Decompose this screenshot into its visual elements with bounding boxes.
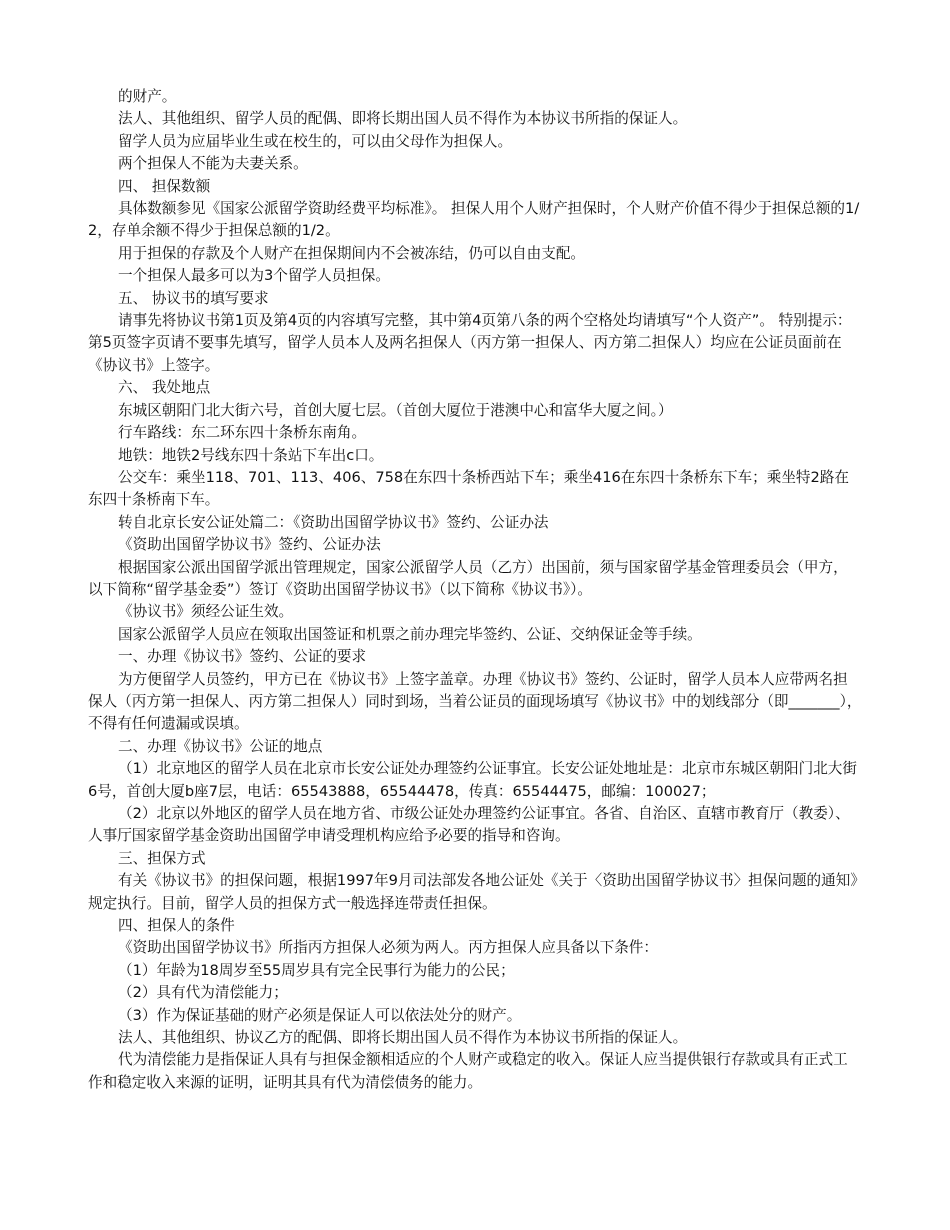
section-heading: 三、担保方式 xyxy=(118,849,206,867)
paragraph: （3）作为保证基础的财产必须是保证人可以依法处分的财产。 xyxy=(118,1006,522,1024)
paragraph: （1）年龄为18周岁至55周岁具有完全民事行为能力的公民； xyxy=(118,961,515,979)
section-heading: 五、 协议书的填写要求 xyxy=(118,289,269,307)
paragraph: 地铁：地铁2号线东四十条站下车出c口。 xyxy=(118,446,384,464)
paragraph: 法人、其他组织、留学人员的配偶、即将长期出国人员不得作为本协议书所指的保证人。 xyxy=(118,110,688,128)
paragraph: （2）具有代为清偿能力； xyxy=(118,984,288,1002)
paragraph: 用于担保的存款及个人财产在担保期间内不会被冻结，仍可以自由支配。 xyxy=(118,244,586,262)
section-heading: 四、担保人的条件 xyxy=(118,917,235,935)
paragraph: 留学人员为应届毕业生或在校生的，可以由父母作为担保人。 xyxy=(118,132,513,150)
paragraph: 一个担保人最多可以为3个留学人员担保。 xyxy=(118,267,390,285)
section-heading: 一、办理《协议书》签约、公证的要求 xyxy=(118,648,367,666)
section-heading: 二、办理《协议书》公证的地点 xyxy=(118,737,323,755)
paragraph: 《资助出国留学协议书》所指丙方担保人必须为两人。丙方担保人应具备以下条件： xyxy=(118,939,658,957)
paragraph: 国家公派留学人员应在领取出国签证和机票之前办理完毕签约、公证、交纳保证金等手续。 xyxy=(118,625,702,643)
section-heading: 《资助出国留学协议书》签约、公证办法 xyxy=(118,536,381,554)
paragraph: （2）北京以外地区的留学人员在地方省、市级公证处办理签约公证事宜。各省、自治区、直辖市教育厅（教委）、人事厅国家留学基金资助出国留学申请受理机构应给予必要的指导和咨询。 xyxy=(88,805,850,845)
paragraph: 公交车：乘坐118、701、113、406、758在东四十条桥西站下车；乘坐416在东四十条桥东下车；乘坐特2路在东四十条桥南下车。 xyxy=(88,468,849,509)
paragraph: 请事先将协议书第1页及第4页的内容填写完整，其中第4页第八条的两个空格处均请填写“个人资产”。 特别提示：第5页签字页请不要事先填写，留学人员本人及两名担保人（丙方第一担保人、丙方第二担保人）均应在公证员面前在《协议书》上签字。 xyxy=(88,312,852,374)
paragraph: 的财产。 xyxy=(118,88,177,105)
paragraph: 转自北京长安公证处篇二：《资助出国留学协议书》签约、公证办法 xyxy=(118,513,549,531)
paragraph: 有关《协议书》的担保问题，根据1997年9月司法部发各地公证处《关于〈资助出国留学协议书〉担保问题的通知》规定执行。目前，留学人员的担保方式一般选择连带责任担保。 xyxy=(88,872,858,912)
paragraph: 代为清偿能力是指保证人具有与担保金额相适应的个人财产或稳定的收入。保证人应当提供银行存款或具有正式工作和稳定收入来源的证明，证明其具有代为清偿债务的能力。 xyxy=(88,1051,848,1091)
paragraph: 为方便留学人员签约，甲方已在《协议书》上签字盖章。办理《协议书》签约、公证时，留学人员本人应带两名担保人（丙方第一担保人、丙方第二担保人）同时到场，当着公证员的面现场填写《协议书》中的划线部分（即_______），不得有任何遗漏或误填。 xyxy=(88,670,862,733)
section-heading: 六、 我处地点 xyxy=(118,379,211,397)
paragraph: （1）北京地区的留学人员在北京市长安公证处办理签约公证事宜。长安公证处地址是：北京市东城区朝阳门北大街6号，首创大厦b座7层，电话：65543888，65544478，传真：65544475，邮编：100027； xyxy=(88,760,857,800)
paragraph: 根据国家公派出国留学派出管理规定，国家公派留学人员（乙方）出国前，须与国家留学基金管理委员会（甲方，以下简称“留学基金委”）签订《资助出国留学协议书》（以下简称《协议书》）。 xyxy=(88,558,848,598)
paragraph: 行车路线：东二环东四十条桥东南角。 xyxy=(118,424,367,442)
section-heading: 四、 担保数额 xyxy=(118,177,211,195)
paragraph: 法人、其他组织、协议乙方的配偶、即将长期出国人员不得作为本协议书所指的保证人。 xyxy=(118,1029,688,1047)
paragraph: 具体数额参见《国家公派留学资助经费平均标准》。 担保人用个人财产担保时，个人财产价值不得少于担保总额的1/2，存单余额不得少于担保总额的1/2。 xyxy=(88,200,860,240)
paragraph: 《协议书》须经公证生效。 xyxy=(118,603,294,621)
paragraph: 东城区朝阳门北大街六号，首创大厦七层。（首创大厦位于港澳中心和富华大厦之间。） xyxy=(118,401,673,419)
paragraph: 两个担保人不能为夫妻关系。 xyxy=(118,155,308,173)
